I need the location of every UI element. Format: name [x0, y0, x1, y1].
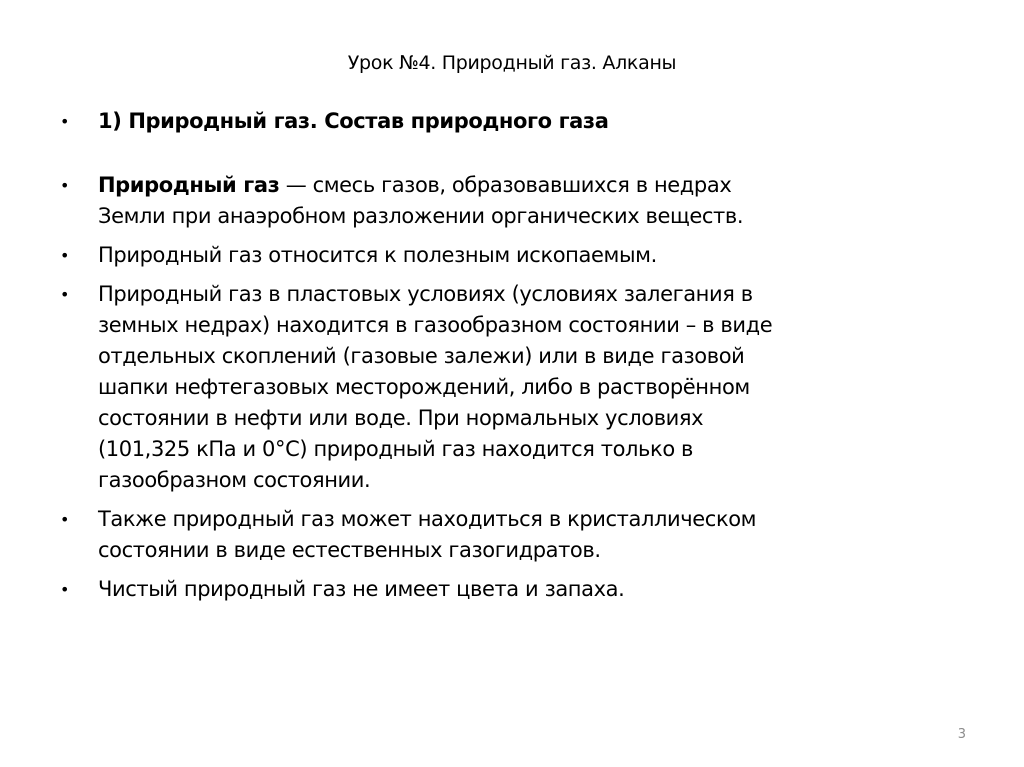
definition-term: Природный газ	[98, 173, 280, 197]
bullet-item	[60, 279, 980, 496]
bullet-list	[60, 106, 980, 613]
definition-text: — смесь газов, образовавшихся в недрах	[279, 173, 732, 197]
page-number: 3	[957, 727, 966, 742]
bullet-item	[60, 240, 980, 271]
bullet-heading	[60, 106, 980, 137]
bullet-text-line: состоянии в виде естественных газогидратов.	[98, 538, 601, 562]
bullet-icon: •	[60, 285, 70, 304]
bullet-icon: •	[60, 580, 70, 599]
section-heading: 1) Природный газ. Состав природного газа	[98, 109, 609, 133]
bullet-text-line: состоянии в нефти или воде. При нормальных условиях	[98, 406, 704, 430]
bullet-item	[60, 504, 980, 566]
bullet-text-line: Чистый природный газ не имеет цвета и запаха.	[98, 577, 625, 601]
bullet-icon: •	[60, 112, 70, 131]
bullet-text-line: Также природный газ может находиться в кристаллическом	[98, 507, 757, 531]
bullet-text-line: Природный газ в пластовых условиях (условиях залегания в	[98, 282, 753, 306]
bullet-icon: •	[60, 246, 70, 265]
bullet-text-line: отдельных скоплений (газовые залежи) или в виде газовой	[98, 344, 745, 368]
bullet-text-line: газообразном состоянии.	[98, 468, 371, 492]
bullet-text-line: (101,325 кПа и 0°C) природный газ находится только в	[98, 437, 694, 461]
bullet-text-line: Природный газ относится к полезным ископаемым.	[98, 243, 657, 267]
definition-text-line: Земли при анаэробном разложении органических веществ.	[98, 204, 744, 228]
bullet-icon: •	[60, 176, 70, 195]
bullet-icon: •	[60, 510, 70, 529]
slide-title: Урок №4. Природный газ. Алканы	[347, 52, 677, 74]
bullet-text-line: шапки нефтегазовых месторождений, либо в растворённом	[98, 375, 750, 399]
bullet-text-line: земных недрах) находится в газообразном состоянии – в виде	[98, 313, 773, 337]
bullet-definition	[60, 170, 980, 232]
bullet-item	[60, 574, 980, 605]
